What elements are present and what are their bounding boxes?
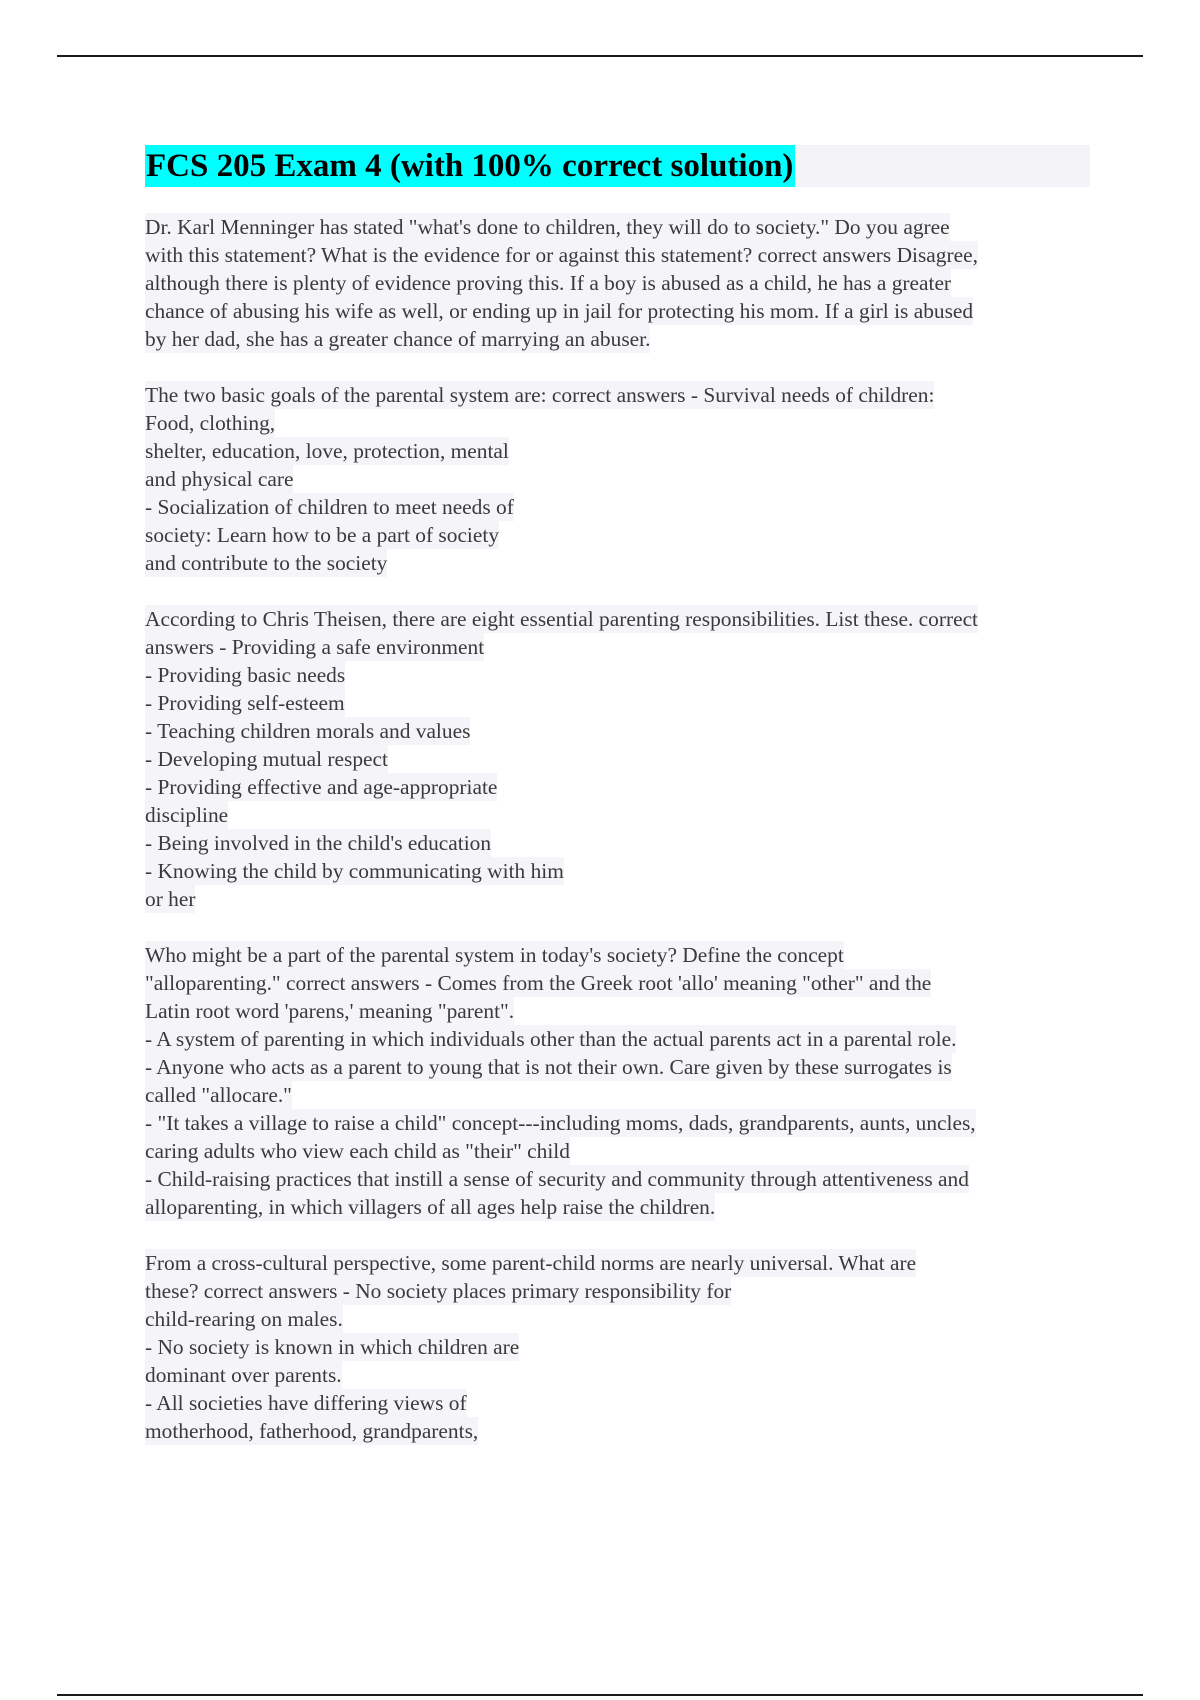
text-line: Dr. Karl Menninger has stated "what's done to children, they will do to society." Do you agree	[145, 215, 950, 239]
text-line: called "allocare."	[145, 1083, 292, 1107]
text-line: "alloparenting." correct answers - Comes from the Greek root 'allo' meaning "other" and the	[145, 971, 932, 995]
text-line: - No society is known in which children are	[145, 1335, 520, 1359]
text-line: these? correct answers - No society places primary responsibility for	[145, 1279, 732, 1303]
text-line: - "It takes a village to raise a child" concept---including moms, dads, grandparents, aunts, uncles,	[145, 1111, 976, 1135]
text-line: According to Chris Theisen, there are eight essential parenting responsibilities. List these. correct	[145, 607, 979, 631]
text-line: Food, clothing,	[145, 411, 276, 435]
text-line: by her dad, she has a greater chance of marrying an abuser.	[145, 327, 651, 351]
qa-block-5	[145, 1249, 1090, 1445]
qa-block-3	[145, 605, 1090, 913]
text-line: and contribute to the society	[145, 551, 388, 575]
text-line: motherhood, fatherhood, grandparents,	[145, 1419, 479, 1443]
text-line: answers - Providing a safe environment	[145, 635, 485, 659]
text-line: or her	[145, 887, 196, 911]
title-row	[145, 145, 1090, 187]
text-line: - Developing mutual respect	[145, 747, 388, 771]
bottom-rule	[57, 1694, 1143, 1696]
text-line: - Anyone who acts as a parent to young that is not their own. Care given by these surrogates is	[145, 1055, 952, 1079]
top-rule	[57, 55, 1143, 57]
text-line: caring adults who view each child as "their" child	[145, 1139, 570, 1163]
text-line: discipline	[145, 803, 229, 827]
text-line: child-rearing on males.	[145, 1307, 343, 1331]
text-line: - Knowing the child by communicating with him	[145, 859, 564, 883]
qa-block-2	[145, 381, 1090, 577]
text-line: society: Learn how to be a part of society	[145, 523, 500, 547]
text-line: shelter, education, love, protection, mental	[145, 439, 509, 463]
text-line: with this statement? What is the evidence for or against this statement? correct answers Disagree,	[145, 243, 978, 267]
text-line: Who might be a part of the parental system in today's society? Define the concept	[145, 943, 844, 967]
text-line: alloparenting, in which villagers of all ages help raise the children.	[145, 1195, 716, 1219]
page-content	[145, 145, 1090, 1473]
text-line: - Teaching children morals and values	[145, 719, 471, 743]
text-line: although there is plenty of evidence proving this. If a boy is abused as a child, he has a greater	[145, 271, 952, 295]
text-line: chance of abusing his wife as well, or ending up in jail for protecting his mom. If a girl is abused	[145, 299, 974, 323]
document-title: FCS 205 Exam 4 (with 100% correct solution)	[145, 145, 795, 187]
text-line: - Providing self-esteem	[145, 691, 345, 715]
qa-block-1	[145, 213, 1090, 353]
text-line: - All societies have differing views of	[145, 1391, 467, 1415]
text-line: - A system of parenting in which individuals other than the actual parents act in a parental role.	[145, 1027, 957, 1051]
text-line: - Providing effective and age-appropriate	[145, 775, 498, 799]
text-line: - Socialization of children to meet needs of	[145, 495, 514, 519]
text-line: From a cross-cultural perspective, some parent-child norms are nearly universal. What are	[145, 1251, 917, 1275]
text-line: and physical care	[145, 467, 294, 491]
text-line: The two basic goals of the parental system are: correct answers - Survival needs of children:	[145, 383, 935, 407]
text-line: - Child-raising practices that instill a sense of security and community through attentiveness and	[145, 1167, 969, 1191]
text-line: Latin root word 'parens,' meaning "parent".	[145, 999, 515, 1023]
qa-block-4	[145, 941, 1090, 1221]
text-line: - Providing basic needs	[145, 663, 346, 687]
text-line: - Being involved in the child's education	[145, 831, 492, 855]
text-line: dominant over parents.	[145, 1363, 342, 1387]
